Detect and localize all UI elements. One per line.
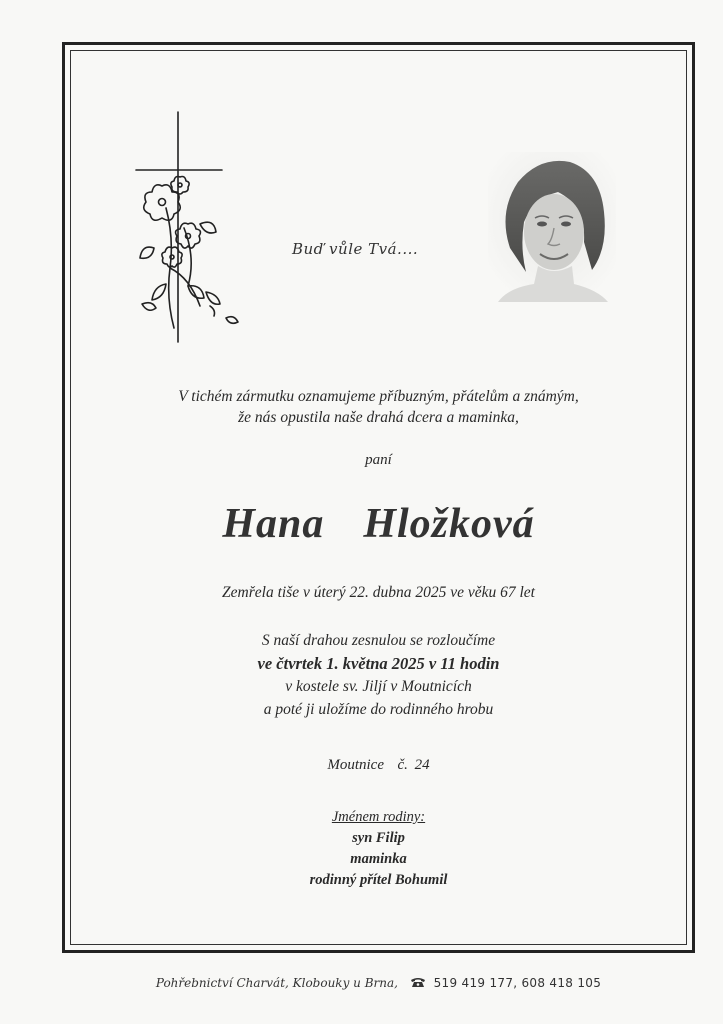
footer [70,976,687,990]
portrait-photo [488,152,616,302]
motto: Buď vůle Tvá.... [292,240,419,258]
family-block [70,807,687,891]
family-heading: Jménem rodiny: [331,809,426,825]
announcement-line-2: že nás opustila naše drahá dcera a maminka, [238,409,519,426]
funeral-info [70,629,687,721]
phone-numbers: 519 419 177, 608 418 105 [433,976,602,990]
family-member: rodinný přítel Bohumil [309,872,448,888]
funeral-line-4: a poté ji uložíme do rodinného hrobu [263,701,494,718]
cross-with-flowers-icon [130,108,250,348]
announcement-text [70,386,687,428]
family-member: maminka [350,851,407,867]
family-member: syn Filip [352,830,405,846]
funeral-line-3: v kostele sv. Jiljí v Moutnicích [285,678,472,695]
death-info: Zemřela tiše v úterý 22. dubna 2025 ve věku 67 let [222,584,535,601]
deceased-name: Hana Hložková [222,501,535,547]
funeral-date-time: ve čtvrtek 1. května 2025 v 11 hodin [257,654,500,673]
undertaker-name: Pohřebnictví Charvát, Klobouky u Brna, [155,976,398,990]
funeral-line-1: S naší drahou zesnulou se rozloučíme [261,632,496,649]
telephone-icon [410,977,426,988]
announcement-line-1: V tichém zármutku oznamujeme příbuzným, přátelům a známým, [178,388,579,405]
address: Moutnice č. 24 [327,757,430,773]
honorific: paní [365,452,392,468]
